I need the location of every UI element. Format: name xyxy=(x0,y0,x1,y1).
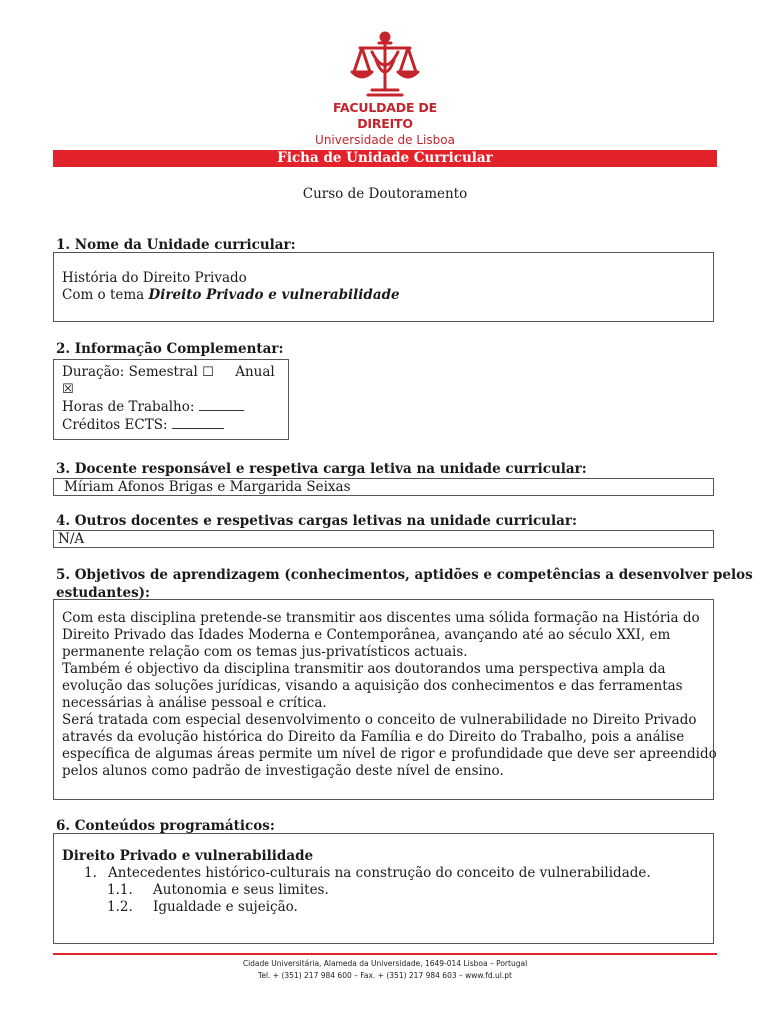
objectives-line: necessárias à análise pessoal e crítica. xyxy=(62,695,327,711)
hours-row xyxy=(62,398,288,416)
credits-blank-field[interactable] xyxy=(172,416,224,429)
program-topic: Direito Privado e vulnerabilidade xyxy=(62,848,314,864)
section-5-heading xyxy=(56,566,753,602)
objectives-line: Será tratada com especial desenvolvimento o conceito de vulnerabilidade no Direito Privado xyxy=(62,712,697,728)
page-footer xyxy=(53,958,717,982)
section-6-heading: 6. Conteúdos programáticos: xyxy=(56,818,275,834)
document-title: Ficha de Unidade Curricular xyxy=(53,150,717,167)
course-name: História do Direito Privado xyxy=(62,270,247,286)
duration-label: Duração: Semestral xyxy=(62,364,198,380)
objectives-line: através da evolução histórica do Direito da Família e do Direito do Trabalho, pois a análise xyxy=(62,729,685,745)
footer-address: Cidade Universitária, Alameda da Universidade, 1649-014 Lisboa – Portugal xyxy=(242,959,528,968)
course-name-box xyxy=(53,252,714,322)
objectives-line: específica de algumas áreas permite um nível de rigor e profundidade que deve ser apreendido xyxy=(62,746,717,762)
section-4-heading: 4. Outros docentes e respetivas cargas letivas na unidade curricular: xyxy=(56,513,577,529)
hours-label: Horas de Trabalho: xyxy=(62,399,195,415)
section-1-heading: 1. Nome da Unidade curricular: xyxy=(56,237,296,253)
list-item xyxy=(62,865,713,882)
complementary-info-box xyxy=(53,359,289,440)
section-2-heading: 2. Informação Complementar: xyxy=(56,341,284,357)
objectives-line: Também é objectivo da disciplina transmitir aos doutorandos uma perspectiva ampla da xyxy=(62,661,666,677)
list-item-text: Antecedentes histórico-culturais na construção do conceito de vulnerabilidade. xyxy=(108,865,651,881)
list-subitem-text: Autonomia e seus limites. xyxy=(153,882,329,898)
objectives-line: permanente relação com os temas jus-privatísticos actuais. xyxy=(62,644,468,660)
annual-label: Anual xyxy=(235,364,275,380)
list-subitem xyxy=(62,899,713,916)
university-name: Universidade de Lisboa xyxy=(315,133,455,147)
course-theme-title: Direito Privado e vulnerabilidade xyxy=(148,287,400,303)
annual-checkbox-row xyxy=(62,381,288,398)
credits-label: Créditos ECTS: xyxy=(62,417,168,433)
objectives-line: Com esta disciplina pretende-se transmitir aos discentes uma sólida formação na História do xyxy=(62,610,700,626)
list-subitem-number: 1.2. xyxy=(107,899,133,915)
scales-of-justice-icon xyxy=(348,30,422,98)
lead-teachers: Míriam Afonos Brigas e Margarida Seixas xyxy=(64,479,351,495)
other-teachers: N/A xyxy=(58,531,85,547)
objectives-line: Direito Privado das Idades Moderna e Contemporânea, avançando até ao século XXI, em xyxy=(62,627,671,643)
duration-row xyxy=(62,364,288,381)
other-teachers-box xyxy=(53,530,714,548)
hours-blank-field[interactable] xyxy=(199,398,244,411)
lead-teacher-box xyxy=(53,478,714,496)
list-subitem-text: Igualdade e sujeição. xyxy=(153,899,298,915)
objectives-box xyxy=(53,599,717,800)
program-contents-box xyxy=(53,833,714,944)
list-item-number: 1. xyxy=(84,865,97,881)
list-subitem xyxy=(62,882,713,899)
annual-checkbox[interactable]: ☒ xyxy=(62,382,74,397)
footer-contacts: Tel. + (351) 217 984 600 – Fax. + (351) 217 984 603 – www.fd.ul.pt xyxy=(258,971,512,980)
faculty-logo xyxy=(310,30,460,147)
semestral-checkbox[interactable]: ☐ xyxy=(202,365,214,380)
credits-row xyxy=(62,416,288,434)
objectives-line: evolução das soluções jurídicas, visando a aquisição dos conhecimentos e das ferramentas xyxy=(62,678,683,694)
footer-divider xyxy=(53,953,717,955)
course-theme-prefix: Com o tema xyxy=(62,287,149,303)
course-theme xyxy=(62,287,713,304)
section-5-heading-line2: estudantes): xyxy=(56,585,151,601)
institution-name: FACULDADE DE DIREITO xyxy=(333,100,437,131)
document-subtitle: Curso de Doutoramento xyxy=(302,186,468,202)
objectives-line: pelos alunos como padrão de investigação deste nível de ensino. xyxy=(62,763,504,779)
section-5-heading-line1: 5. Objetivos de aprendizagem (conhecimentos, aptidões e competências a desenvolver pelos xyxy=(56,567,753,583)
section-3-heading: 3. Docente responsável e respetiva carga letiva na unidade curricular: xyxy=(56,461,587,477)
list-subitem-number: 1.1. xyxy=(107,882,133,898)
